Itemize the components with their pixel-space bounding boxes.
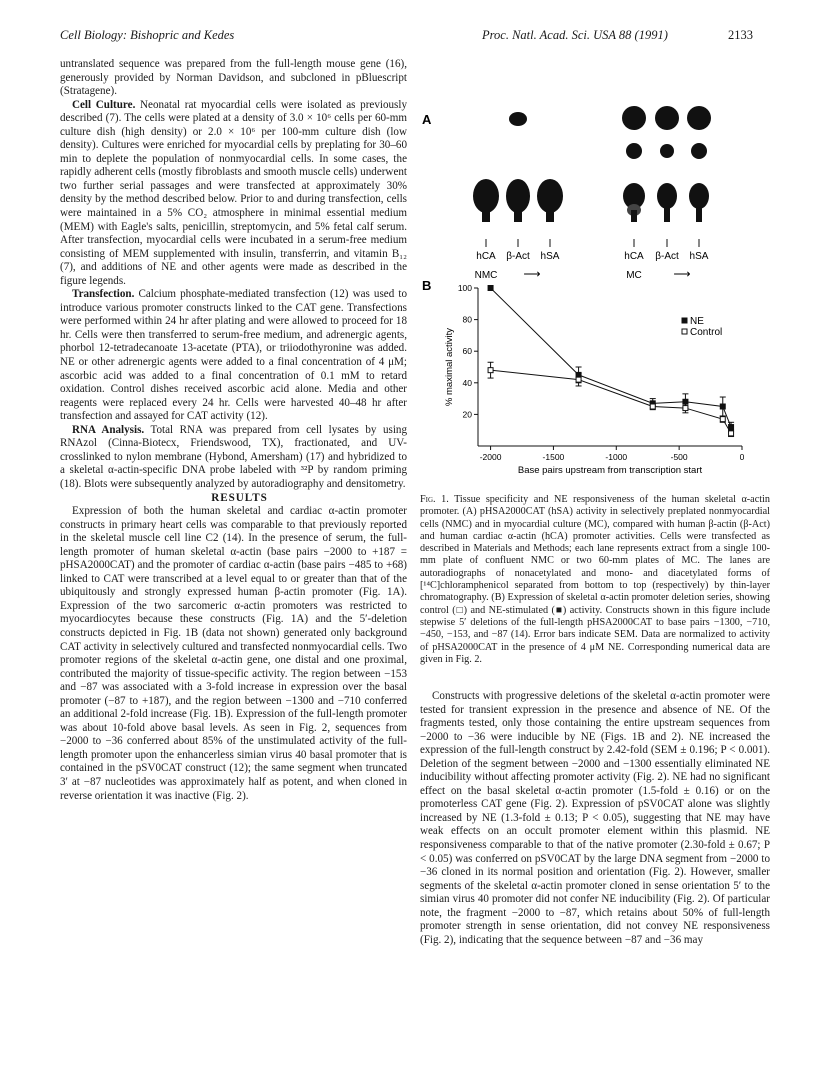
mc-lane-label-hsa: hSA (689, 251, 709, 262)
results-paragraph: Expression of both the human skeletal and cardiac α-actin promoter constructs in primary heart cells was comparable to that previously reported in the skeletal muscle cell line C2 (14). In the presence of serum, the full-length promoter of human skeletal α-actin (base pairs −2000 to +187 = pHSA2000CAT) and the promoter of cardiac α-actin (base pairs −485 to +68) linked to CAT were transcribed at a level equal to or greater than that of the ubiquitously and strongly expressed human β-actin promoter (Fig. 1A). Expression of the two sarcomeric α-actin promoters was restricted to myocardiocytes because these constructs (Fig. 1A) and the 5′-deletion constructs depicted in Fig. 1B (data not shown) generated only background CAT activity in selectively cultured and transfected nonmyocardial cells. Two promoter regions of the skeletal α-actin gene, one distal and one proximal, contributed the majority of tissue-specific activity. The region between −153 and −87 was associated with a 3-fold increase in expression over the basal promoter (−87 to +187), and the region between −1300 and −710 conferred an additional 2-fold increase (Fig. 1B). Expression of the full-length promoter was about 10-fold above basal levels. As seen in Fig. 2, sequences from −2000 to −36 conferred about 85% of the unstimulated activity of the full-length promoter upon the enhancerless simian virus 40 basal promoter that is contained in the pSV0CAT construct (12); the same segment when truncated 3′ at −87 nucleotides was approximately half as potent, and when cloned in reverse orientation it was inactive (Fig. 2). (60, 505, 407, 802)
mc-spot-mid-hca (626, 143, 642, 159)
nmc-lane-label-hsa: hSA (540, 251, 560, 262)
x-tick-label: 0 (739, 452, 745, 462)
data-point-control (683, 406, 688, 411)
nmc-group-label: NMC (474, 270, 498, 281)
data-point-control (650, 404, 655, 409)
right-column (420, 690, 770, 947)
figure-1b-chart (420, 278, 770, 478)
left-column (60, 58, 407, 803)
cell-culture-heading: Cell Culture. (72, 98, 136, 111)
y-tick-label: 60 (462, 346, 472, 357)
legend-label-control: Control (690, 327, 723, 338)
transfection-text: Calcium phosphate-mediated transfection (12) was used to introduce various promoter constructs linked to the CAT gene. Transfections were performed within 24 hr after plating and were allowed to proceed for 18 hr. Cells were then transferred to serum-free medium, and adrenergic agents, phorbol 12-tetradecanoate 13-acetate (PTA), or triiodothyronine was added. NE or other adrenergic agents were added to a final concentration of 4 μM; ascorbic acid was added to a final concentration of 0.1 mM to retard oxidation. Control dishes received ascorbic acid alone. Media and other reagents were replaced every 24 hr. Cells were harvested 40–48 hr after transfection and assayed for CAT activity (12). (60, 288, 407, 423)
y-axis-title: % maximal activity (444, 327, 455, 407)
series-line-ne (491, 288, 731, 427)
nmc-lane-bact (506, 179, 530, 222)
methods-continued-paragraph: untranslated sequence was prepared from the full-length mouse gene (16), generously provided by Norman Davidson, and subcloned in pBluescript (Stratagene). (60, 58, 407, 98)
x-axis-title: Base pairs upstream from transcription start (517, 465, 703, 476)
rna-analysis-heading: RNA Analysis. (72, 423, 145, 436)
chart-legend (682, 316, 722, 338)
cell-culture-text: Neonatal rat myocardial cells were isolated as previously described (7). The cells were plated at a density of 3.0 × 10⁶ cells per 60-mm culture dish (high density) or 2.0 × 10⁶ per 100-mm culture dish (low density). Cultures were enriched for myocardial cells by preplating for 30–60 min to deplete the population of nonmyocardial cells. In some cases, the rapidly adherent cells (mostly fibroblasts and smooth muscle cells) underwent two further serial passages and were transfected at approximately 30% density by the method described below. Prior to and during transfection, cells were maintained in a 5% CO₂ atmosphere in minimal essential medium (MEM) with Eagle's salts, penicillin, streptomycin, and 5% fetal calf serum. After transfection, myocardial cells were incubated in a serum-free medium consisting of MEM supplemented with insulin, transferrin, and vitamin B₁₂ (7), and additions of NE and other agents were made as described in the figure legends. (60, 98, 407, 287)
mc-lane-label-bact: β-Act (655, 251, 679, 262)
x-tick-label: -1500 (542, 452, 565, 462)
nmc-arrow: ⟶ (523, 267, 541, 281)
rna-analysis-text: Total RNA was prepared from cell lysates by using RNAzol (Cinna-Biotecx, Friendswood, TX), fractionated, and UV-crosslinked to nylon membrane (Hybond, Amersham) (17) and hybridized to a skeletal α-actin-specific DNA probe labeled with ³²P by random priming (18). Blots were subsequently analyzed by autoradiography and densitometry. (60, 423, 407, 490)
mc-spot-top-hsa (687, 106, 711, 130)
mc-group-label: MC (626, 270, 642, 281)
mc-spot-mid-hsa (691, 143, 707, 159)
results-heading: RESULTS (211, 491, 268, 504)
mc-lane-label-hca: hCA (624, 251, 644, 262)
panel-b-label: B (422, 278, 432, 293)
y-tick-label: 100 (457, 283, 472, 293)
chart-series (488, 286, 734, 437)
x-tick-label: -1000 (605, 452, 628, 462)
mc-spot-top-hca (622, 106, 646, 130)
nmc-lane-hsa (537, 179, 563, 222)
transfection-paragraph (60, 288, 407, 423)
y-tick-label: 80 (462, 314, 472, 325)
y-tick-label: 20 (462, 409, 472, 420)
running-head: Cell Biology: Bishopric and Kedes (60, 28, 235, 42)
journal-citation: Proc. Natl. Acad. Sci. USA 88 (1991) (482, 28, 668, 42)
data-point-ne (720, 404, 725, 409)
legend-marker-ne (682, 318, 687, 323)
nmc-lane-label-hca: hCA (476, 251, 496, 262)
mc-spot-top-bact (655, 106, 679, 130)
data-point-control (576, 377, 581, 382)
mc-arrow: ⟶ (673, 267, 691, 281)
series-line-control (491, 370, 731, 433)
nmc-lane-label-bact: β-Act (506, 251, 530, 262)
mc-lane-hca (623, 183, 645, 222)
cell-culture-paragraph (60, 99, 407, 289)
panel-a-label: A (422, 112, 432, 127)
mc-lane-hsa (689, 183, 709, 222)
x-tick-label: -500 (670, 452, 688, 462)
data-point-ne (729, 425, 734, 430)
mc-lane-bact (657, 183, 677, 222)
figure-1-caption (420, 494, 770, 666)
y-tick-label: 40 (462, 377, 472, 388)
page-number: 2133 (728, 28, 753, 42)
mc-spot-mid-bact (660, 144, 674, 158)
data-point-ne (488, 286, 493, 291)
caption-text: Tissue specificity and NE responsiveness of the human skeletal α-actin promoter. (A) pHSA2000CAT (hSA) activity in selectively preplated nonmyocardial cells (NMC) and in myocardial culture (MC), compared with human β-actin (β-Act) and human cardiac α-actin (hCA) promoter activities. Cells were transfected as described in Materials and Methods; each lane represents extract from a single 100-mm plate of confluent NMC or two 60-mm plates of MC. The lanes are autoradiographs of nonacetylated and mono- and diacetylated forms of [¹⁴C]chloramphenicol separated from bottom to top (respectively) by thin-layer chromatography. (B) Expression of skeletal α-actin promoter deletion series, showing control (□) and NE-stimulated (■) activity. Constructs shown in this figure include stepwise 5′ deletions of the full-length pHSA2000CAT to base pairs −1300, −710, −450, −153, and −87 (14). Error bars indicate SEM. Data are normalized to activity of pHSA2000CAT in the presence of 4 μM NE. Corresponding numerical data are given in Fig. 2. (420, 494, 770, 665)
rna-analysis-paragraph (60, 424, 407, 492)
data-point-control (488, 368, 493, 373)
figure-1a-autoradiograph (420, 96, 770, 286)
legend-label-ne: NE (690, 316, 704, 327)
nmc-lanes (473, 112, 563, 281)
nmc-spot-upper (509, 112, 527, 126)
chart-axes (444, 283, 745, 476)
discussion-paragraph: Constructs with progressive deletions of the skeletal α-actin promoter were tested for transient expression in the presence and absence of NE. Of the fragments tested, only those containing the entire upstream sequences from −2000 to −36 were inducible by NE (Figs. 1B and 2). NE increased the expression of the full-length construct by 2.42-fold (SEM ± 0.196; P < 0.001). Deletion of the segment between −2000 and −1300 essentially eliminated NE inducibility without affecting promoter activity (Fig. 2). NE had no significant effect on the basal skeletal α-actin promoter (1.5-fold ± 0.16) or on the promoterless CAT gene (Fig. 2). Expression of pSV0CAT alone was slightly increased by NE (1.3-fold ± 0.13; P < 0.05), suggesting that NE may have weak effects on an occult promoter element within this plasmid. NE responsiveness comparable to that of the native promoter (2.30-fold ± 0.67; P < 0.05) was conferred on pSV0CAT by the large DNA segment from −2000 to −36 cloned in its normal position and orientation (Fig. 2). However, smaller segments of the skeletal α-actin promoter cloned in sense orientation 5′ to the simian virus 40 promoter did not confer NE inducibility (Fig. 2). Of particular note, the fragment −2000 to −87, which retains about 50% of full-length promoter strength in sense orientation, did not convey NE responsiveness (Fig. 2), indicating that the sequence between −87 and −36 may (420, 690, 770, 946)
data-point-control (729, 431, 734, 436)
data-point-control (720, 417, 725, 422)
mc-lanes (622, 106, 711, 281)
caption-label: Fig. 1. (420, 494, 449, 505)
legend-marker-control (682, 329, 687, 334)
nmc-lane-hca (473, 179, 499, 222)
x-tick-label: -2000 (479, 452, 502, 462)
transfection-heading: Transfection. (72, 288, 135, 301)
